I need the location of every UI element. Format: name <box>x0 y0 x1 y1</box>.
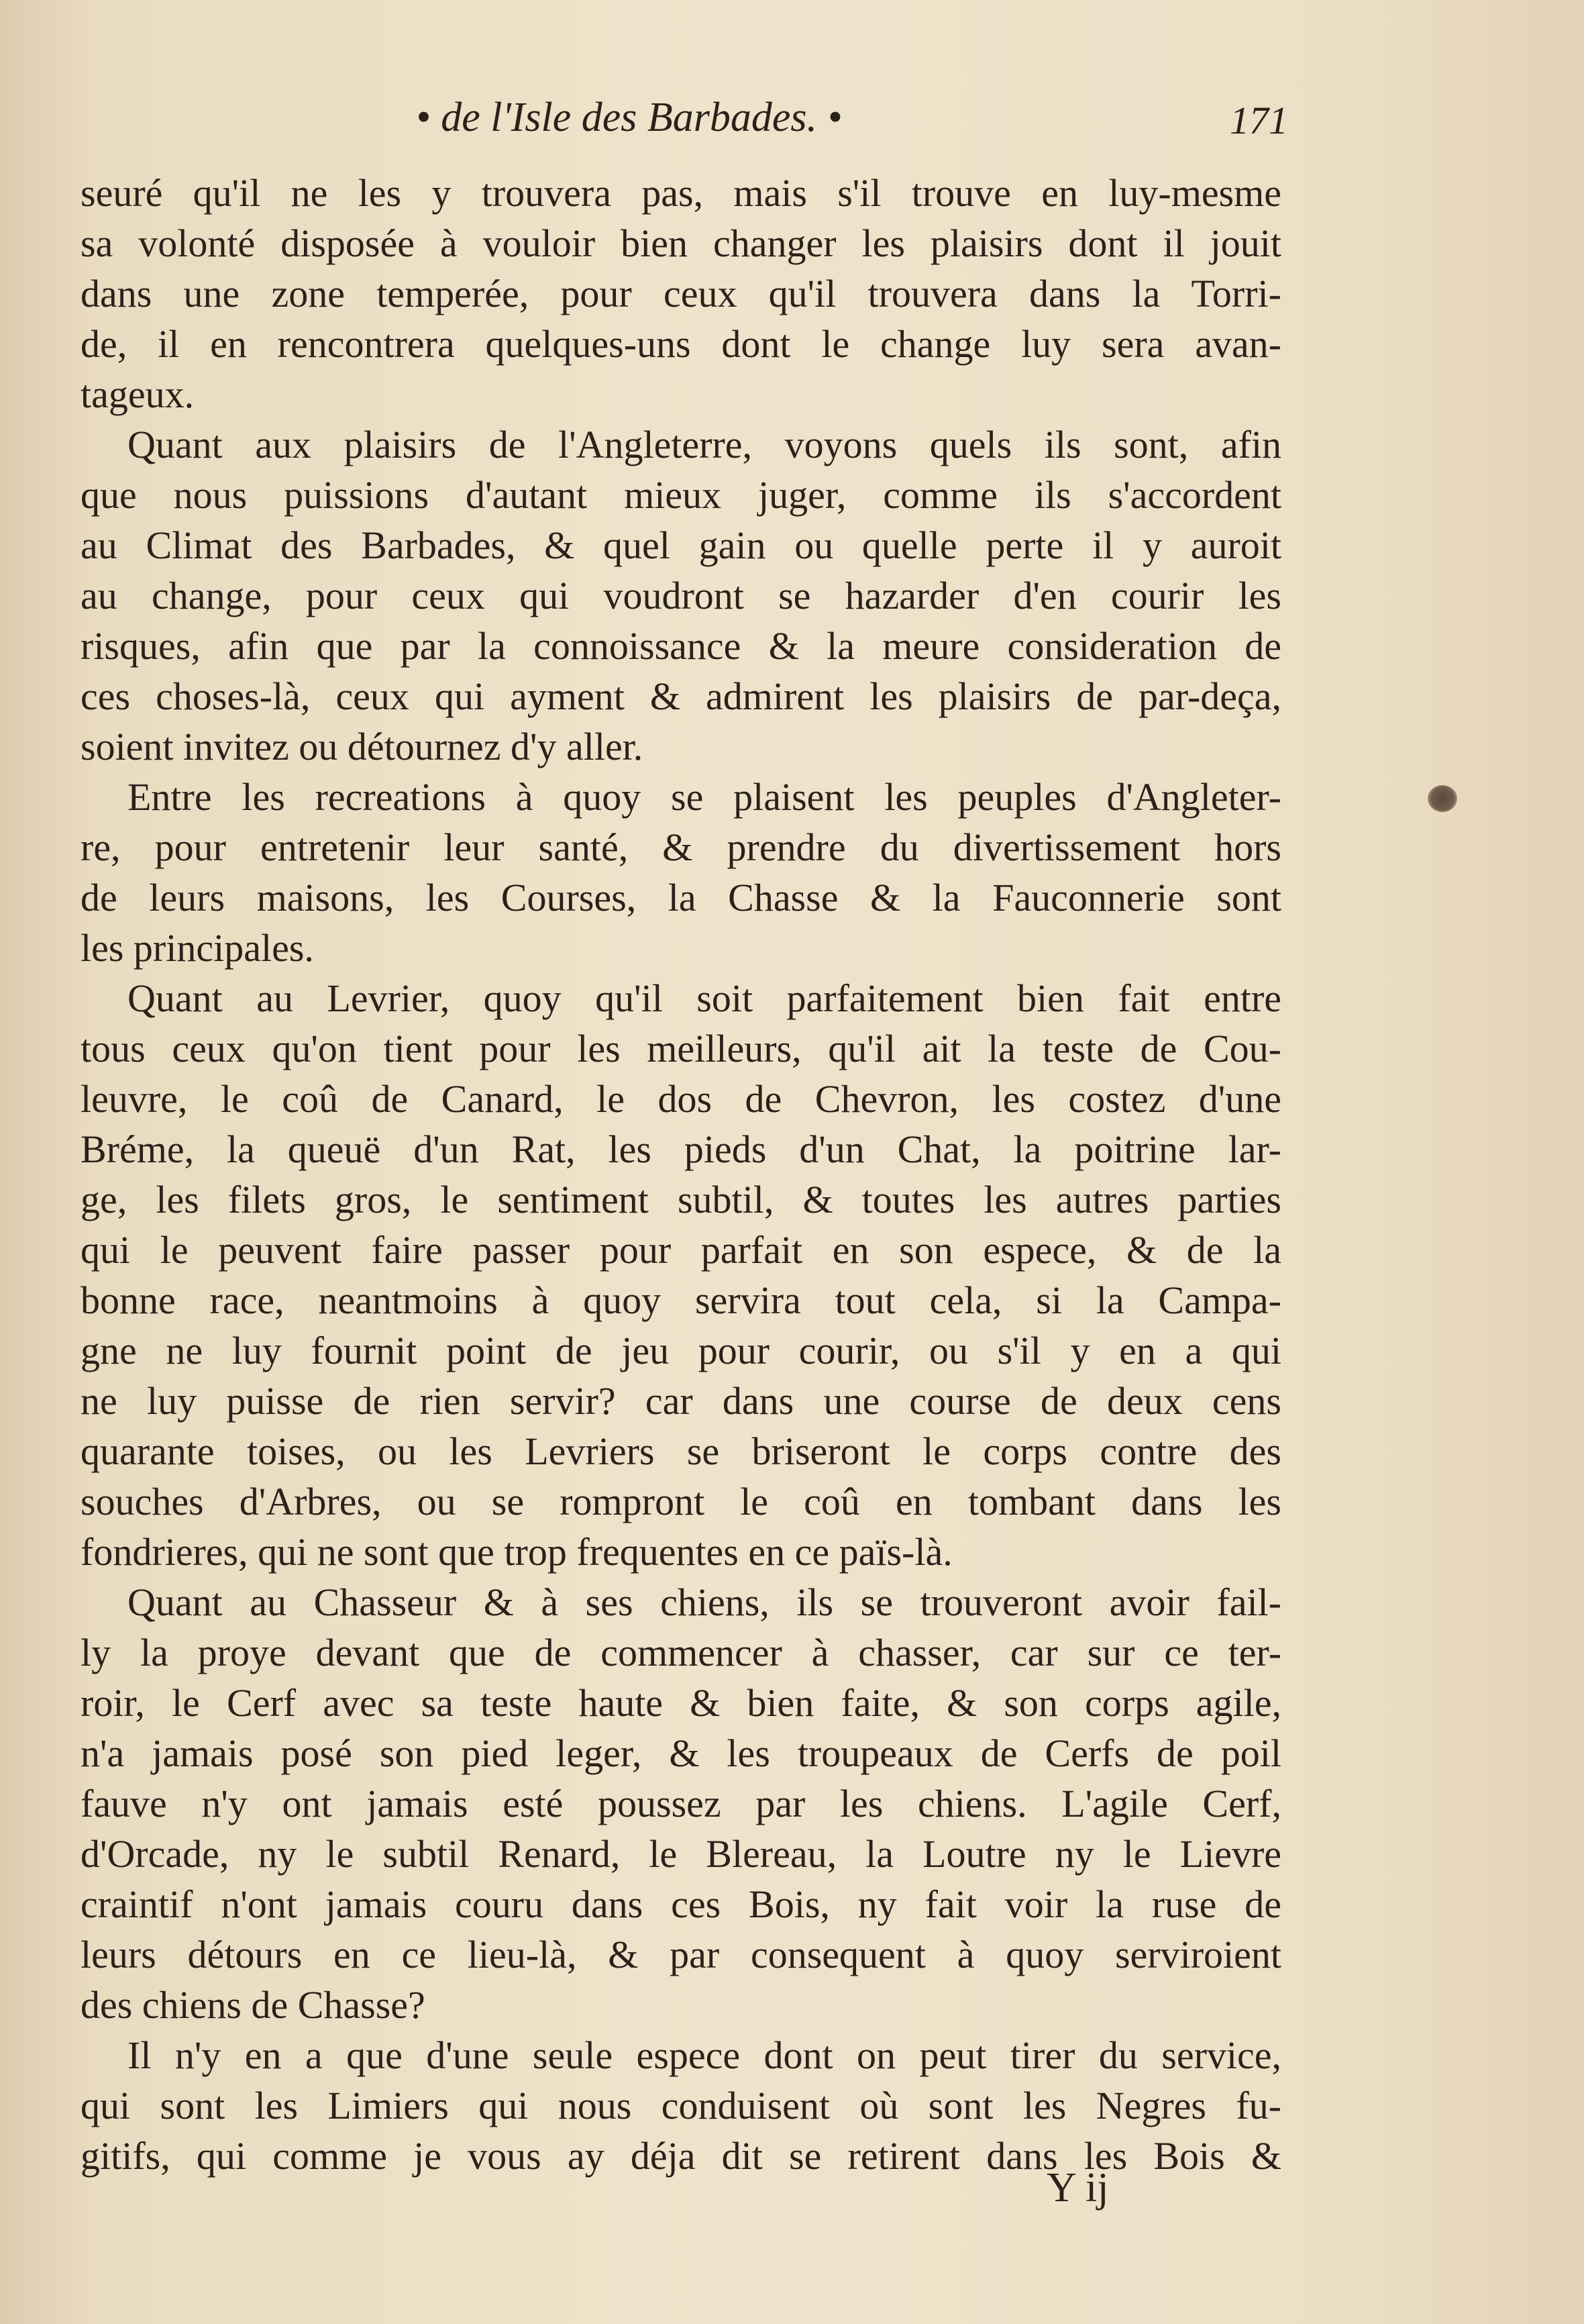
text-line: fondrieres, qui ne sont que trop frequentes en ce païs-là. <box>81 1530 953 1574</box>
text-line: re, pour entretenir leur santé, & prendre du divertissement hors <box>81 825 1281 869</box>
text-line: craintif n'ont jamais couru dans ces Bois, ny fait voir la ruse de <box>81 1882 1281 1926</box>
page-header <box>94 87 1288 161</box>
text-line: bonne race, neantmoins à quoy servira tout cela, si la Campa- <box>81 1278 1281 1322</box>
text-line: n'a jamais posé son pied leger, & les troupeaux de Cerfs de poil <box>81 1731 1281 1775</box>
text-line: Quant au Chasseur & à ses chiens, ils se trouveront avoir fail- <box>127 1580 1281 1624</box>
text-line: tous ceux qu'on tient pour les meilleurs, qu'il ait la teste de Cou- <box>81 1027 1281 1070</box>
text-line: tageux. <box>81 372 195 416</box>
text-line: de, il en rencontrera quelques-uns dont le change luy sera avan- <box>81 322 1281 366</box>
text-line: sa volonté disposée à vouloir bien changer les plaisirs dont il jouit <box>81 221 1281 265</box>
text-line: souches d'Arbres, ou se rompront le coû en tombant dans les <box>81 1480 1281 1523</box>
text-line: Il n'y en a que d'une seule espece dont on peut tirer du service, <box>127 2033 1281 2077</box>
text-line: de leurs maisons, les Courses, la Chasse & la Fauconnerie sont <box>81 876 1281 919</box>
text-line: risques, afin que par la connoissance & la meure consideration de <box>81 624 1281 668</box>
running-title: • de l'Isle des Barbades. • <box>416 95 843 140</box>
text-line: Bréme, la queuë d'un Rat, les pieds d'un Chat, la poitrine lar- <box>81 1127 1281 1171</box>
text-line: quarante toises, ou les Levriers se briseront le corps contre des <box>81 1429 1281 1473</box>
text-line: roir, le Cerf avec sa teste haute & bien faite, & son corps agile, <box>81 1681 1281 1725</box>
signature-mark: Y ij <box>1047 2165 1109 2211</box>
text-line: leuvre, le coû de Canard, le dos de Chevron, les costez d'une <box>81 1077 1281 1121</box>
text-line: gne ne luy fournit point de jeu pour courir, ou s'il y en a qui <box>81 1329 1281 1372</box>
text-line: fauve n'y ont jamais esté poussez par les chiens. L'agile Cerf, <box>81 1782 1281 1825</box>
text-line: ces choses-là, ceux qui ayment & admirent les plaisirs de par-deça, <box>81 674 1281 718</box>
text-line: leurs détours en ce lieu-là, & par consequent à quoy serviroient <box>81 1933 1281 1976</box>
text-line: qui le peuvent faire passer pour parfait en son espece, & de la <box>81 1228 1281 1272</box>
text-line: d'Orcade, ny le subtil Renard, le Blereau, la Loutre ny le Lievre <box>81 1832 1281 1876</box>
text-line: que nous puissions d'autant mieux juger, comme ils s'accordent <box>81 473 1281 517</box>
text-line: dans une zone temperée, pour ceux qu'il trouvera dans la Torri- <box>81 272 1281 315</box>
text-line: gitifs, qui comme je vous ay déja dit se retirent dans les Bois & <box>81 2134 1281 2178</box>
text-line: Entre les recreations à quoy se plaisent les peuples d'Angleter- <box>127 775 1281 819</box>
text-line: Quant au Levrier, quoy qu'il soit parfaitement bien fait entre <box>127 976 1281 1020</box>
text-line: seuré qu'il ne les y trouvera pas, mais s'il trouve en luy-mesme <box>81 171 1281 215</box>
text-line: au Climat des Barbades, & quel gain ou quelle perte il y auroit <box>81 523 1281 567</box>
text-line: qui sont les Limiers qui nous conduisent où sont les Negres fu- <box>81 2084 1281 2127</box>
text-line: Quant aux plaisirs de l'Angleterre, voyons quels ils sont, afin <box>127 423 1281 466</box>
text-line: des chiens de Chasse? <box>81 1983 425 2027</box>
ink-stain <box>1428 785 1457 812</box>
text-line: ne luy puisse de rien servir? car dans une course de deux cens <box>81 1379 1281 1423</box>
page-number: 171 <box>1230 99 1288 142</box>
text-line: soient invitez ou détournez d'y aller. <box>81 725 643 768</box>
body-text <box>81 168 1281 2181</box>
text-line: ly la proye devant que de commencer à chasser, car sur ce ter- <box>81 1631 1281 1674</box>
text-line: au change, pour ceux qui voudront se hazarder d'en courir les <box>81 574 1281 617</box>
text-line: ge, les filets gros, le sentiment subtil, & toutes les autres parties <box>81 1178 1281 1221</box>
text-line: les principales. <box>81 926 314 970</box>
